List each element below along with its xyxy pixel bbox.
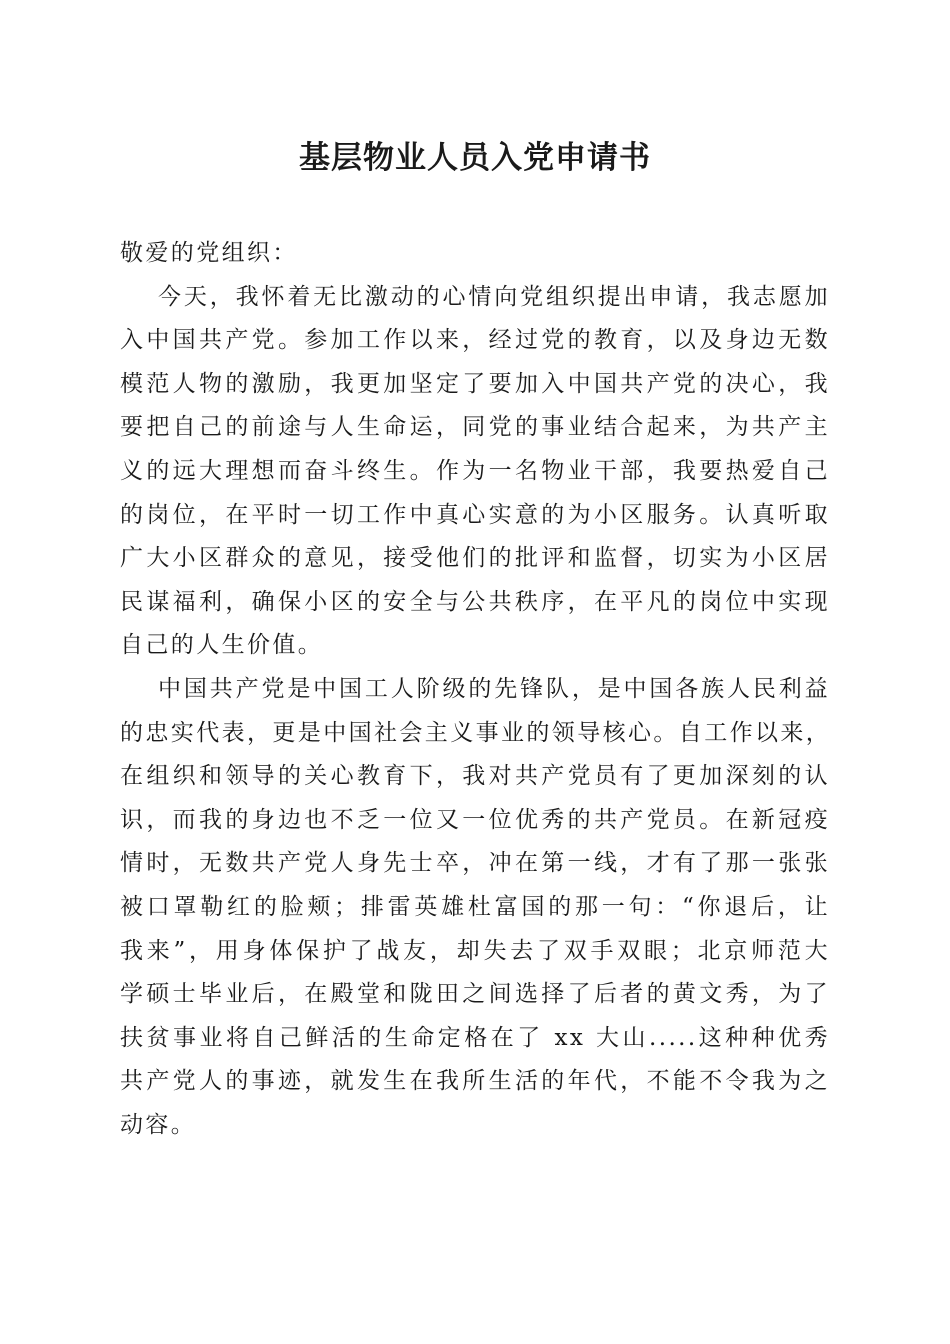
paragraph-2-line: 学硕士毕业后，在殿堂和陇田之间选择了后者的黄文秀，为了	[120, 981, 830, 1008]
paragraph-1-line: 的岗位，在平时一切工作中真心实意的为小区服务。认真听取	[120, 501, 830, 528]
paragraph-2-line: 共产党人的事迹，就发生在我所生活的年代，不能不令我为之	[120, 1068, 830, 1095]
paragraph-1-line: 义的远大理想而奋斗终生。作为一名物业干部，我要热爱自己	[120, 457, 830, 484]
paragraph-1-line: 今天，我怀着无比激动的心情向党组织提出申请，我志愿加	[158, 283, 830, 310]
paragraph-1-line: 入中国共产党。参加工作以来，经过党的教育，以及身边无数	[120, 327, 830, 354]
paragraph-1-line: 民谋福利，确保小区的安全与公共秩序，在平凡的岗位中实现	[120, 588, 830, 615]
paragraph-1-line: 自己的人生价值。	[120, 632, 324, 659]
paragraph-2-line: 中国共产党是中国工人阶级的先锋队，是中国各族人民利益	[158, 675, 830, 702]
paragraph-1-line: 要把自己的前途与人生命运，同党的事业结合起来，为共产主	[120, 414, 830, 441]
paragraph-1-line: 广大小区群众的意见，接受他们的批评和监督，切实为小区居	[120, 545, 830, 572]
document-title: 基层物业人员入党申请书	[299, 140, 651, 176]
paragraph-2-line: 动容。	[120, 1111, 197, 1138]
paragraph-2-line: 在组织和领导的关心教育下，我对共产党员有了更加深刻的认	[120, 763, 830, 790]
paragraph-2-line: 情时，无数共产党人身先士卒，冲在第一线，才有了那一张张	[120, 850, 830, 877]
paragraph-2-line: 扶贫事业将自己鲜活的生命定格在了 xx 大山.....这种种优秀	[120, 1024, 830, 1051]
salutation: 敬爱的党组织：	[120, 240, 298, 266]
paragraph-2-line: 我来”，用身体保护了战友，却失去了双手双眼；北京师范大	[120, 937, 830, 964]
paragraph-2-line: 识，而我的身边也不乏一位又一位优秀的共产党员。在新冠疫	[120, 806, 830, 833]
paragraph-2-line: 的忠实代表，更是中国社会主义事业的领导核心。自工作以来，	[120, 719, 832, 746]
paragraph-1-line: 模范人物的激励，我更加坚定了要加入中国共产党的决心，我	[120, 370, 830, 397]
document-body	[120, 232, 830, 1147]
paragraph-2-line: 被口罩勒红的脸颊；排雷英雄杜富国的那一句：“你退后，让	[120, 893, 830, 920]
